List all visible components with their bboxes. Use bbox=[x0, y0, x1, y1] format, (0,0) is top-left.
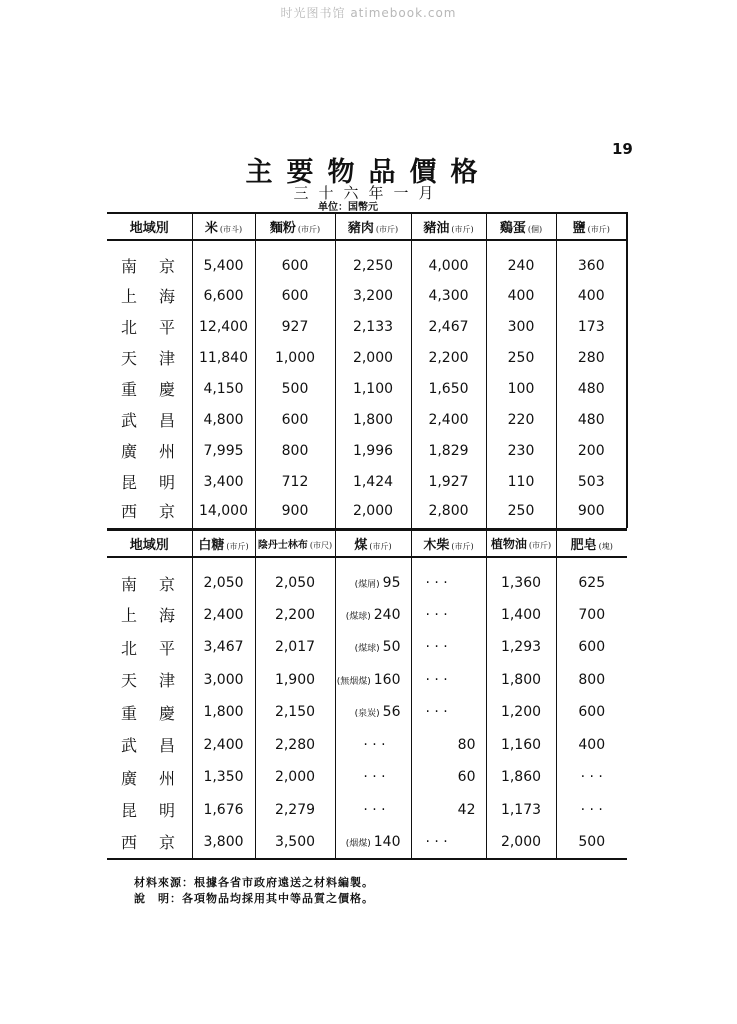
table-row bbox=[107, 696, 627, 729]
price-cell: 1,900 bbox=[255, 664, 335, 697]
table-row bbox=[107, 373, 627, 404]
table-row bbox=[107, 342, 627, 373]
price-cell: 625 bbox=[556, 557, 627, 599]
price-cell: 2,250 bbox=[335, 240, 411, 280]
price-cell: 7,995 bbox=[192, 435, 255, 466]
price-cell: 2,279 bbox=[255, 794, 335, 827]
header-salt: 鹽 (市斤) bbox=[556, 213, 627, 240]
price-cell bbox=[335, 631, 411, 664]
price-cell: 1,360 bbox=[486, 557, 556, 599]
price-cell: 2,133 bbox=[335, 311, 411, 342]
table-row bbox=[107, 664, 627, 697]
price-cell: · · · bbox=[411, 664, 486, 697]
price-cell: 1,000 bbox=[255, 342, 335, 373]
table-row bbox=[107, 599, 627, 632]
header-soap: 肥皂 (塊) bbox=[556, 530, 627, 557]
price-cell: 480 bbox=[556, 373, 627, 404]
price-cell: 2,200 bbox=[255, 599, 335, 632]
table-row bbox=[107, 404, 627, 435]
price-cell: 500 bbox=[255, 373, 335, 404]
date-subtitle: 三十六年一月 bbox=[293, 184, 444, 202]
price-cell: 600 bbox=[255, 240, 335, 280]
region-cell: 上海 bbox=[121, 606, 198, 626]
currency-unit: 单位：国幣元 bbox=[318, 202, 378, 213]
price-cell: 220 bbox=[486, 404, 556, 435]
source-footnote: 材料來源：根據各省市政府遠送之材料編製。 bbox=[134, 876, 374, 889]
coal-price: 95 bbox=[382, 575, 401, 591]
region-cell: 廣州 bbox=[121, 768, 198, 788]
price-cell: 80 bbox=[411, 729, 486, 762]
region-cell: 北平 bbox=[121, 318, 198, 337]
price-cell: 240 bbox=[486, 240, 556, 280]
table-row bbox=[107, 311, 627, 342]
price-cell: 900 bbox=[255, 497, 335, 528]
price-cell: 230 bbox=[486, 435, 556, 466]
table-row bbox=[107, 794, 627, 827]
price-cell: 5,400 bbox=[192, 240, 255, 280]
price-cell: 2,050 bbox=[255, 557, 335, 599]
coal-price: 140 bbox=[373, 833, 401, 850]
price-cell: 2,400 bbox=[411, 404, 486, 435]
price-cell: 400 bbox=[556, 729, 627, 762]
price-cell: 1,829 bbox=[411, 435, 486, 466]
table-row bbox=[107, 761, 627, 794]
price-cell: 14,000 bbox=[192, 497, 255, 528]
price-cell: · · · bbox=[411, 696, 486, 729]
price-cell: 503 bbox=[556, 466, 627, 497]
price-cell: 1,996 bbox=[335, 435, 411, 466]
price-cell: 480 bbox=[556, 404, 627, 435]
price-cell: 600 bbox=[255, 280, 335, 311]
region-cell: 西京 bbox=[107, 826, 192, 859]
region-cell: 重慶 bbox=[121, 703, 198, 723]
region-cell: 武昌 bbox=[121, 411, 198, 430]
price-cell: 1,800 bbox=[486, 664, 556, 697]
region-cell: 武昌 bbox=[121, 736, 198, 756]
price-cell: 2,467 bbox=[411, 311, 486, 342]
price-cell: 2,150 bbox=[255, 696, 335, 729]
price-cell: 1,173 bbox=[486, 794, 556, 827]
region-cell: 天津 bbox=[121, 349, 198, 368]
price-table-goods bbox=[107, 528, 627, 860]
price-cell: 2,017 bbox=[255, 631, 335, 664]
price-cell: · · · bbox=[411, 826, 486, 859]
price-cell: 1,800 bbox=[192, 696, 255, 729]
price-cell: 2,400 bbox=[192, 729, 255, 762]
price-cell: 1,293 bbox=[486, 631, 556, 664]
header-region: 地域別 bbox=[107, 530, 192, 557]
coal-type-label: (煤球) bbox=[345, 611, 371, 622]
region-cell: 南京 bbox=[121, 574, 198, 594]
price-cell: 3,467 bbox=[192, 631, 255, 664]
price-cell: 1,160 bbox=[486, 729, 556, 762]
price-cell: 1,424 bbox=[335, 466, 411, 497]
table-row bbox=[107, 729, 627, 762]
price-cell: 1,400 bbox=[486, 599, 556, 632]
price-cell bbox=[335, 664, 411, 697]
coal-price: · · · bbox=[363, 736, 386, 753]
price-cell bbox=[335, 599, 411, 632]
price-cell: 1,676 bbox=[192, 794, 255, 827]
header-pork: 豬肉 (市斤) bbox=[335, 213, 411, 240]
region-cell: 昆明 bbox=[121, 801, 198, 821]
header-lard: 豬油 (市斤) bbox=[411, 213, 486, 240]
coal-price: 50 bbox=[382, 639, 401, 656]
price-cell: 800 bbox=[255, 435, 335, 466]
coal-price: · · · bbox=[363, 801, 386, 818]
price-cell: · · · bbox=[556, 794, 627, 827]
price-cell: 600 bbox=[556, 631, 627, 664]
price-cell bbox=[335, 696, 411, 729]
price-cell: 3,500 bbox=[255, 826, 335, 859]
explanation-footnote: 說 明：各項物品均採用其中等品質之價格。 bbox=[134, 892, 374, 905]
price-cell: 4,000 bbox=[411, 240, 486, 280]
price-cell: 110 bbox=[486, 466, 556, 497]
table-row bbox=[107, 280, 627, 311]
table-header-row bbox=[107, 530, 627, 557]
price-cell: 4,800 bbox=[192, 404, 255, 435]
coal-type-label: (泉炭) bbox=[354, 709, 380, 720]
price-cell bbox=[335, 557, 411, 599]
price-cell: 300 bbox=[486, 311, 556, 342]
price-cell bbox=[335, 729, 411, 762]
header-region: 地域別 bbox=[107, 213, 192, 240]
price-cell: 173 bbox=[556, 311, 627, 342]
region-cell: 上海 bbox=[121, 287, 198, 306]
price-cell: 60 bbox=[411, 761, 486, 794]
price-cell: 2,000 bbox=[335, 342, 411, 373]
table-row bbox=[107, 557, 627, 599]
price-cell bbox=[335, 794, 411, 827]
price-cell: 200 bbox=[556, 435, 627, 466]
header-sugar: 白糖 (市斤) bbox=[192, 530, 255, 557]
region-cell: 南京 bbox=[121, 257, 198, 276]
header-eggs: 鷄蛋 (個) bbox=[486, 213, 556, 240]
price-cell: 2,800 bbox=[411, 497, 486, 528]
price-cell: 1,100 bbox=[335, 373, 411, 404]
price-cell: 500 bbox=[556, 826, 627, 859]
region-cell: 北平 bbox=[121, 638, 198, 658]
coal-price: 56 bbox=[382, 704, 401, 721]
table-row bbox=[107, 240, 627, 280]
coal-price: 160 bbox=[373, 671, 401, 688]
price-cell: 3,000 bbox=[192, 664, 255, 697]
price-cell: · · · bbox=[411, 631, 486, 664]
header-cloth: 陰丹士林布 (市尺) bbox=[255, 530, 335, 557]
price-cell: 2,200 bbox=[411, 342, 486, 373]
coal-type-label: (煤屑) bbox=[354, 580, 380, 590]
region-cell: 昆明 bbox=[121, 473, 198, 492]
table-row bbox=[107, 466, 627, 497]
price-cell: 4,300 bbox=[411, 280, 486, 311]
page-title: 主要物品價格 bbox=[245, 157, 492, 188]
price-cell: 2,000 bbox=[255, 761, 335, 794]
price-cell: 100 bbox=[486, 373, 556, 404]
coal-type-label: (無烟煤) bbox=[336, 676, 371, 687]
price-cell: 6,600 bbox=[192, 280, 255, 311]
price-cell: 280 bbox=[556, 342, 627, 373]
header-coal: 煤 (市斤) bbox=[335, 530, 411, 557]
price-cell: 2,000 bbox=[486, 826, 556, 859]
price-cell: · · · bbox=[411, 557, 486, 599]
price-cell: 712 bbox=[255, 466, 335, 497]
page-number: 19 bbox=[612, 140, 633, 158]
region-cell: 重慶 bbox=[121, 380, 198, 399]
price-cell: 12,400 bbox=[192, 311, 255, 342]
table-row bbox=[107, 497, 627, 528]
price-table-food bbox=[107, 212, 628, 528]
price-cell: 250 bbox=[486, 497, 556, 528]
price-cell: 2,000 bbox=[335, 497, 411, 528]
price-cell: 900 bbox=[556, 497, 627, 528]
price-cell: 1,650 bbox=[411, 373, 486, 404]
header-flour: 麵粉 (市斤) bbox=[255, 213, 335, 240]
price-cell: 1,350 bbox=[192, 761, 255, 794]
header-firewood: 木柴 (市斤) bbox=[411, 530, 486, 557]
price-tables bbox=[107, 212, 627, 860]
region-cell: 西京 bbox=[121, 502, 198, 521]
price-cell: 42 bbox=[411, 794, 486, 827]
price-cell bbox=[335, 761, 411, 794]
price-cell: 3,800 bbox=[192, 826, 255, 859]
price-cell: 700 bbox=[556, 599, 627, 632]
region-cell: 天津 bbox=[121, 671, 198, 691]
price-cell: 250 bbox=[486, 342, 556, 373]
price-cell: · · · bbox=[556, 761, 627, 794]
price-cell: 2,050 bbox=[192, 557, 255, 599]
region-cell: 廣州 bbox=[121, 442, 198, 461]
table-header-row bbox=[107, 213, 627, 240]
coal-price: · · · bbox=[363, 769, 386, 786]
price-cell: 2,280 bbox=[255, 729, 335, 762]
price-cell: 4,150 bbox=[192, 373, 255, 404]
table-row bbox=[107, 435, 627, 466]
price-cell: 600 bbox=[556, 696, 627, 729]
price-cell: 927 bbox=[255, 311, 335, 342]
price-cell: 1,860 bbox=[486, 761, 556, 794]
price-cell: 3,200 bbox=[335, 280, 411, 311]
price-cell: 1,200 bbox=[486, 696, 556, 729]
price-cell: 3,400 bbox=[192, 466, 255, 497]
price-cell: 600 bbox=[255, 404, 335, 435]
price-cell: 400 bbox=[486, 280, 556, 311]
table-row bbox=[107, 631, 627, 664]
coal-type-label: (煤球) bbox=[354, 644, 380, 655]
price-cell: 11,840 bbox=[192, 342, 255, 373]
price-cell: 800 bbox=[556, 664, 627, 697]
price-cell bbox=[335, 826, 411, 859]
price-cell: 2,400 bbox=[192, 599, 255, 632]
header-vegetable-oil: 植物油 (市斤) bbox=[486, 530, 556, 557]
header-rice: 米 (市斗) bbox=[192, 213, 255, 240]
coal-price: 240 bbox=[373, 606, 401, 623]
price-cell: 400 bbox=[556, 280, 627, 311]
coal-type-label: (烟煤) bbox=[345, 838, 371, 849]
watermark: 时光图书馆 atimebook.com bbox=[280, 6, 457, 20]
table-row bbox=[107, 826, 627, 859]
price-cell: 1,800 bbox=[335, 404, 411, 435]
price-cell: · · · bbox=[411, 599, 486, 632]
price-cell: 360 bbox=[556, 240, 627, 280]
price-cell: 1,927 bbox=[411, 466, 486, 497]
